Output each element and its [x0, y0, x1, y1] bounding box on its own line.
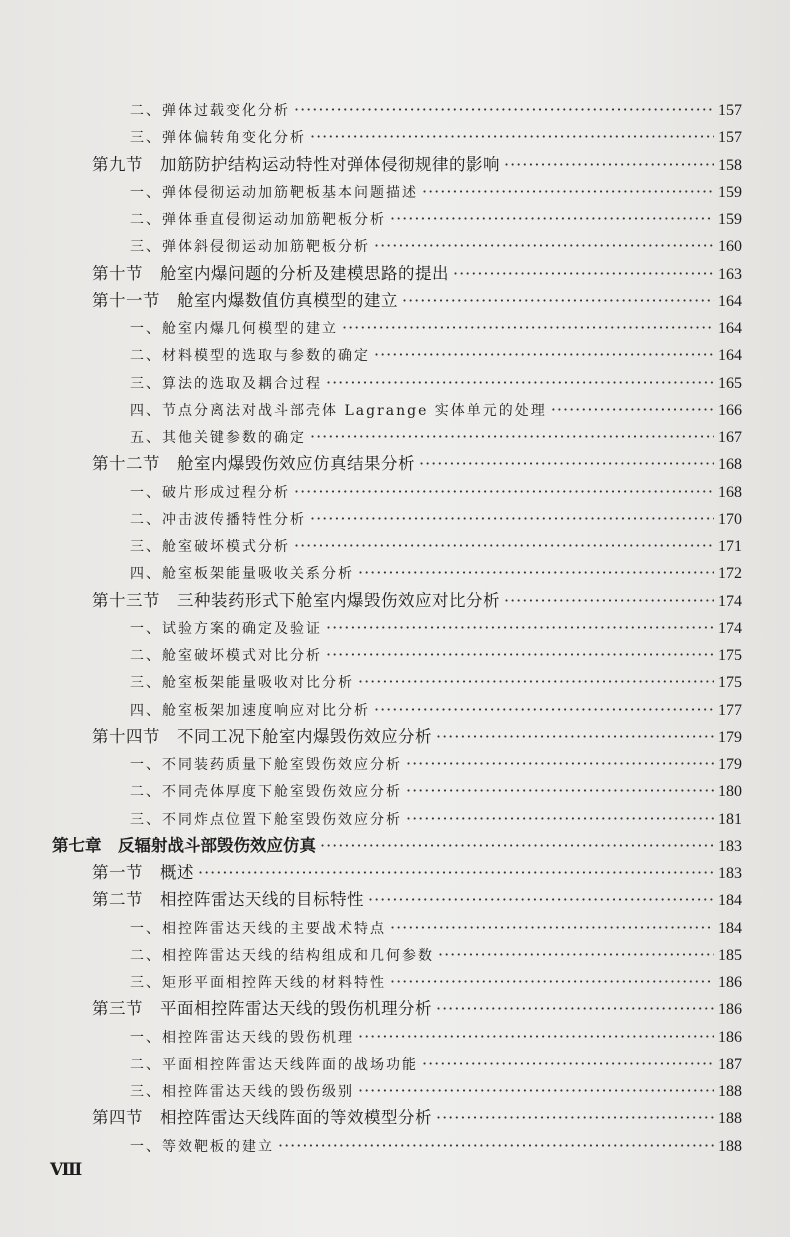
toc-entry-section	[92, 588, 742, 614]
dot-leader	[422, 179, 714, 205]
toc-entry-section	[92, 996, 742, 1022]
toc-entry-title: 四、舱室板架加速度响应对比分析	[130, 702, 370, 719]
toc-entry-page-number: 170	[718, 510, 742, 528]
dot-leader	[436, 724, 714, 750]
toc-entry-section	[92, 1105, 742, 1131]
toc-entry-title: 一、弹体侵彻运动加筋靶板基本问题描述	[130, 184, 418, 201]
toc-entry-sub	[130, 697, 742, 723]
toc-entry-page-number: 159	[718, 211, 742, 228]
toc-entry-title: 第九节 加筋防护结构运动特性对弹体侵彻规律的影响	[92, 154, 500, 174]
toc-entry-page-number: 181	[718, 810, 742, 828]
toc-entry-page-number: 188	[718, 1083, 742, 1100]
dot-leader	[406, 778, 714, 804]
toc-entry-title: 第七章 反辐射战斗部毁伤效应仿真	[52, 835, 316, 855]
toc-entry-title: 二、材料模型的选取与参数的确定	[130, 348, 370, 365]
toc-entry-title: 三、弹体斜侵彻运动加筋靶板分析	[130, 239, 370, 256]
dot-leader	[402, 288, 714, 314]
toc-entry-title: 一、试验方案的确定及验证	[130, 620, 322, 637]
toc-entry-title: 三、相控阵雷达天线的毁伤级别	[130, 1084, 354, 1100]
toc-entry-page-number: 183	[718, 865, 742, 882]
toc-entry-title: 二、舱室破坏模式对比分析	[130, 648, 322, 664]
toc-entry-sub	[130, 342, 742, 368]
toc-entry-page-number: 164	[718, 292, 742, 310]
toc-entry-page-number: 184	[718, 892, 742, 910]
dot-leader	[326, 615, 714, 641]
dot-leader	[342, 315, 714, 341]
toc-entry-title: 一、不同装药质量下舱室毁伤效应分析	[130, 757, 402, 773]
toc-entry-sub	[130, 315, 742, 341]
toc-entry-page-number: 174	[718, 619, 742, 637]
dot-leader	[390, 915, 714, 941]
dot-leader	[436, 996, 714, 1022]
toc-entry-title: 二、不同壳体厚度下舱室毁伤效应分析	[130, 784, 402, 801]
toc-entry-title: 第十节 舱室内爆问题的分析及建模思路的提出	[92, 263, 449, 283]
page-number-footer: Ⅷ	[50, 1160, 82, 1179]
toc-entry-title: 四、舱室板架能量吸收关系分析	[130, 566, 354, 583]
dot-leader	[374, 342, 714, 368]
toc-entry-sub	[130, 915, 742, 941]
toc-entry-section	[92, 261, 742, 287]
dot-leader	[436, 1105, 714, 1131]
toc-entry-page-number: 177	[718, 701, 742, 719]
toc-entry-page-number: 164	[718, 320, 742, 337]
toc-entry-page-number: 180	[718, 783, 742, 801]
toc-entry-title: 三、舱室破坏模式分析	[130, 539, 290, 555]
toc-entry-page-number: 165	[718, 374, 742, 392]
toc-entry-page-number: 179	[718, 756, 742, 773]
toc-entry-page-number: 188	[718, 1137, 742, 1155]
toc-entry-sub	[130, 124, 742, 150]
toc-entry-sub	[130, 506, 742, 532]
toc-entry-section	[92, 887, 742, 913]
dot-leader	[390, 206, 714, 232]
dot-leader	[374, 697, 714, 723]
toc-entry-section	[92, 152, 742, 178]
toc-entry-page-number: 188	[718, 1110, 742, 1128]
dot-leader	[390, 969, 714, 995]
toc-entry-title: 三、矩形平面相控阵天线的材料特性	[130, 975, 386, 991]
toc-entry-page-number: 186	[718, 974, 742, 991]
toc-entry-page-number: 159	[718, 183, 742, 201]
toc-entry-title: 二、冲击波传播特性分析	[130, 511, 306, 528]
toc-entry-page-number: 186	[718, 1028, 742, 1046]
dot-leader	[310, 506, 714, 532]
dot-leader	[358, 560, 714, 586]
toc-entry-sub	[130, 642, 742, 668]
dot-leader	[358, 1024, 714, 1050]
toc-entry-title: 二、相控阵雷达天线的结构组成和几何参数	[130, 947, 434, 964]
dot-leader	[358, 669, 714, 695]
toc-entry-page-number: 179	[718, 728, 742, 746]
toc-entry-title: 第二节 相控阵雷达天线的目标特性	[92, 890, 364, 910]
toc-entry-page-number: 186	[718, 1001, 742, 1019]
toc-entry-title: 三、不同炸点位置下舱室毁伤效应分析	[130, 811, 402, 828]
toc-entry-page-number: 184	[718, 919, 742, 937]
toc-entry-sub	[130, 479, 742, 505]
toc-entry-page-number: 185	[718, 946, 742, 964]
toc-entry-title: 二、弹体垂直侵彻运动加筋靶板分析	[130, 212, 386, 228]
toc-entry-sub	[130, 233, 742, 259]
dot-leader	[368, 887, 714, 913]
toc-entry-sub	[130, 560, 742, 586]
toc-entry-title: 第十二节 舱室内爆毁伤效应仿真结果分析	[92, 454, 415, 474]
toc-entry-page-number: 183	[718, 837, 742, 855]
toc-entry-title: 第十一节 舱室内爆数值仿真模型的建立	[92, 290, 398, 310]
toc-entry-sub	[130, 615, 742, 641]
toc-entry-title: 五、其他关键参数的确定	[130, 430, 306, 446]
dot-leader	[326, 642, 714, 668]
dot-leader	[406, 806, 714, 832]
dot-leader	[374, 233, 714, 259]
toc-entry-page-number: 187	[718, 1055, 742, 1073]
toc-entry-page-number: 164	[718, 347, 742, 365]
toc-entry-title: 一、相控阵雷达天线的主要战术特点	[130, 920, 386, 937]
toc-entry-sub	[130, 1133, 742, 1159]
dot-leader	[310, 424, 714, 450]
toc-entry-sub	[130, 533, 742, 559]
toc-entry-page-number: 157	[718, 129, 742, 147]
toc-entry-section	[92, 724, 742, 750]
toc-entry-sub	[130, 397, 742, 423]
dot-leader	[358, 1078, 714, 1104]
toc-entry-sub	[130, 669, 742, 695]
toc-entry-page-number: 174	[718, 592, 742, 610]
toc-entry-sub	[130, 206, 742, 232]
toc-entry-sub	[130, 1024, 742, 1050]
toc-entry-sub	[130, 370, 742, 396]
toc-entry-title: 第十三节 三种装药形式下舱室内爆毁伤效应对比分析	[92, 590, 500, 610]
dot-leader	[422, 1051, 714, 1077]
dot-leader	[504, 588, 714, 614]
toc-entry-sub	[130, 778, 742, 804]
toc-entry-section	[92, 451, 742, 477]
dot-leader	[438, 942, 714, 968]
toc-entry-page-number: 157	[718, 102, 742, 119]
toc-entry-sub	[130, 1051, 742, 1077]
dot-leader	[326, 370, 714, 396]
dot-leader	[320, 833, 714, 859]
toc-entry-sub	[130, 942, 742, 968]
toc-entry-title: 三、弹体偏转角变化分析	[130, 130, 306, 147]
toc-entry-page-number: 172	[718, 565, 742, 583]
toc-entry-title: 第三节 平面相控阵雷达天线的毁伤机理分析	[92, 999, 432, 1019]
toc-entry-title: 第十四节 不同工况下舱室内爆毁伤效应分析	[92, 726, 432, 746]
toc-entry-sub	[130, 97, 742, 123]
toc-entry-page-number: 160	[718, 238, 742, 256]
dot-leader	[294, 533, 714, 559]
toc-entry-sub	[130, 179, 742, 205]
toc-entry-chapter	[52, 833, 742, 859]
toc-entry-page-number: 168	[718, 483, 742, 501]
toc-entry-sub	[130, 1078, 742, 1104]
toc-entry-title: 一、等效靶板的建立	[130, 1138, 274, 1155]
toc-entry-title: 一、相控阵雷达天线的毁伤机理	[130, 1029, 354, 1046]
toc-entry-page-number: 168	[718, 456, 742, 474]
toc-entry-sub	[130, 806, 742, 832]
dot-leader	[278, 1133, 714, 1159]
toc-entry-page-number: 158	[718, 156, 742, 174]
toc-entry-title: 第四节 相控阵雷达天线阵面的等效模型分析	[92, 1108, 432, 1128]
toc-entry-title: 四、节点分离法对战斗部壳体 Lagrange 实体单元的处理	[130, 402, 547, 419]
dot-leader	[294, 97, 714, 123]
toc-entry-section	[92, 288, 742, 314]
toc-entry-title: 二、平面相控阵雷达天线阵面的战场功能	[130, 1056, 418, 1073]
dot-leader	[198, 860, 714, 886]
dot-leader	[419, 451, 714, 477]
dot-leader	[504, 152, 714, 178]
dot-leader	[310, 124, 714, 150]
toc-entry-title: 三、算法的选取及耦合过程	[130, 375, 322, 392]
dot-leader	[453, 261, 714, 287]
toc-entry-title: 一、破片形成过程分析	[130, 484, 290, 501]
toc-entry-page-number: 167	[718, 429, 742, 446]
toc-entry-page-number: 163	[718, 265, 742, 283]
toc-entry-title: 三、舱室板架能量吸收对比分析	[130, 675, 354, 692]
toc-entry-sub	[130, 751, 742, 777]
toc-entry-section	[92, 860, 742, 886]
dot-leader	[294, 479, 714, 505]
dot-leader	[551, 397, 714, 423]
toc-entry-sub	[130, 424, 742, 450]
dot-leader	[406, 751, 714, 777]
toc-entry-sub	[130, 969, 742, 995]
toc-entry-page-number: 175	[718, 674, 742, 692]
toc-entry-page-number: 171	[718, 538, 742, 555]
toc-entry-page-number: 166	[718, 401, 742, 419]
toc-entry-title: 第一节 概述	[92, 863, 194, 882]
toc-entry-page-number: 175	[718, 647, 742, 664]
toc-entry-title: 一、舱室内爆几何模型的建立	[130, 321, 338, 337]
toc-entry-title: 二、弹体过载变化分析	[130, 103, 290, 119]
